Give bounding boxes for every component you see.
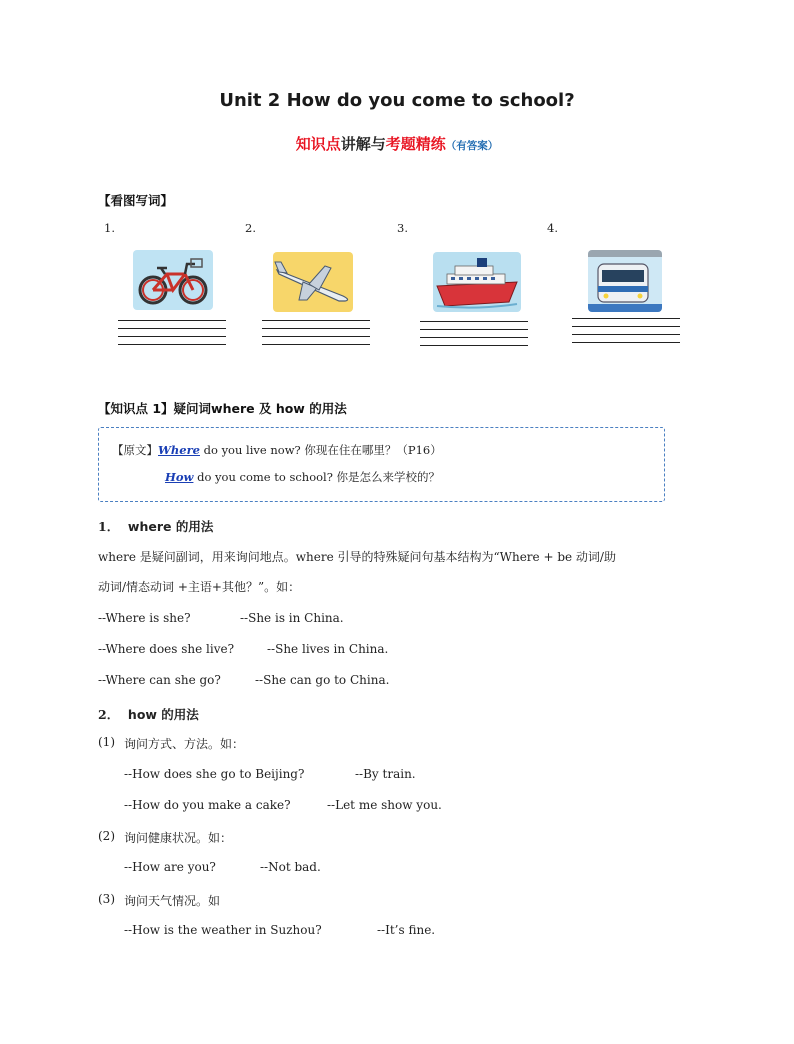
subtitle-part-4: （有答案） (445, 140, 499, 152)
original-text-line1-rest: do you live now? 你现在住在哪里？（P16） (199, 443, 442, 457)
writing-lines-4[interactable] (572, 318, 680, 343)
heading-how-usage (98, 705, 199, 723)
where-paragraph-line-1: where 是疑问副词，用来询问地点。where 引导的特殊疑问句基本结构为“Where + be 动词/助 (98, 550, 616, 564)
how-sub3-num: (3) (98, 892, 115, 906)
where-example-q-3: --Where can she go? (98, 673, 221, 687)
how-sub2-text: 询问健康状况。如： (124, 831, 233, 845)
writing-lines-3[interactable] (420, 321, 528, 346)
keyword-where: Where (158, 443, 200, 457)
where-example-a-2: --She lives in China. (267, 642, 389, 656)
where-example-a-3: --She can go to China. (255, 673, 390, 687)
subtitle-part-2: 讲解与 (340, 135, 386, 153)
bicycle-icon (133, 250, 213, 310)
how-sub1-example-a-1: --By train. (355, 767, 416, 781)
item-number-2: 2. (245, 221, 256, 235)
original-text-box (98, 427, 665, 502)
how-sub1-text: 询问方式、方法。如： (124, 737, 245, 751)
item-number-1: 1. (104, 221, 115, 235)
how-sub2-example-q-1: --How are you? (124, 860, 216, 874)
subtitle-part-3: 考题精练 (385, 135, 446, 153)
original-text-line-1 (112, 442, 442, 458)
how-sub1-example-a-2: --Let me show you. (327, 798, 442, 812)
original-text-line-2 (165, 469, 440, 485)
how-sub3-text: 询问天气情况。如 (124, 894, 221, 908)
item-number-4: 4. (547, 221, 558, 235)
where-example-a-1: --She is in China. (240, 611, 344, 625)
how-sub2-example-a-1: --Not bad. (260, 860, 321, 874)
where-paragraph-line-2: 动词/情态动词 +主语+其他？”。如： (98, 580, 301, 594)
writing-lines-1[interactable] (118, 320, 226, 345)
how-sub1-num: (1) (98, 735, 115, 749)
heading-where-num: 1． (98, 519, 120, 534)
section-heading-knowledge-1: 【知识点 1】疑问词where 及 how 的用法 (98, 401, 347, 416)
page-title: Unit 2 How do you come to school? (219, 90, 575, 111)
heading-how-num: 2． (98, 707, 120, 722)
page-subtitle (0, 133, 794, 154)
how-sub1-example-q-2: --How do you make a cake? (124, 798, 291, 812)
keyword-how: How (165, 470, 194, 484)
subtitle-part-1: 知识点 (295, 135, 341, 153)
where-example-q-2: --Where does she live? (98, 642, 235, 656)
heading-where-text: where 的用法 (127, 519, 214, 534)
section-heading-picture-words: 【看图写词】 (98, 193, 174, 208)
item-number-3: 3. (397, 221, 408, 235)
heading-how-text: how 的用法 (127, 707, 199, 722)
how-sub1-example-q-1: --How does she go to Beijing? (124, 767, 305, 781)
how-sub3-example-a-1: --It’s fine. (377, 923, 436, 937)
original-text-prefix: 【原文】 (112, 443, 158, 457)
how-sub2-num: (2) (98, 829, 115, 843)
how-sub3-example-q-1: --How is the weather in Suzhou? (124, 923, 322, 937)
writing-lines-2[interactable] (262, 320, 370, 345)
airplane-icon (273, 252, 353, 312)
train-icon (588, 250, 662, 312)
heading-where-usage (98, 517, 213, 535)
ship-icon (433, 252, 521, 312)
original-text-line2-rest: do you come to school? 你是怎么来学校的？ (193, 470, 441, 484)
where-example-q-1: --Where is she? (98, 611, 191, 625)
